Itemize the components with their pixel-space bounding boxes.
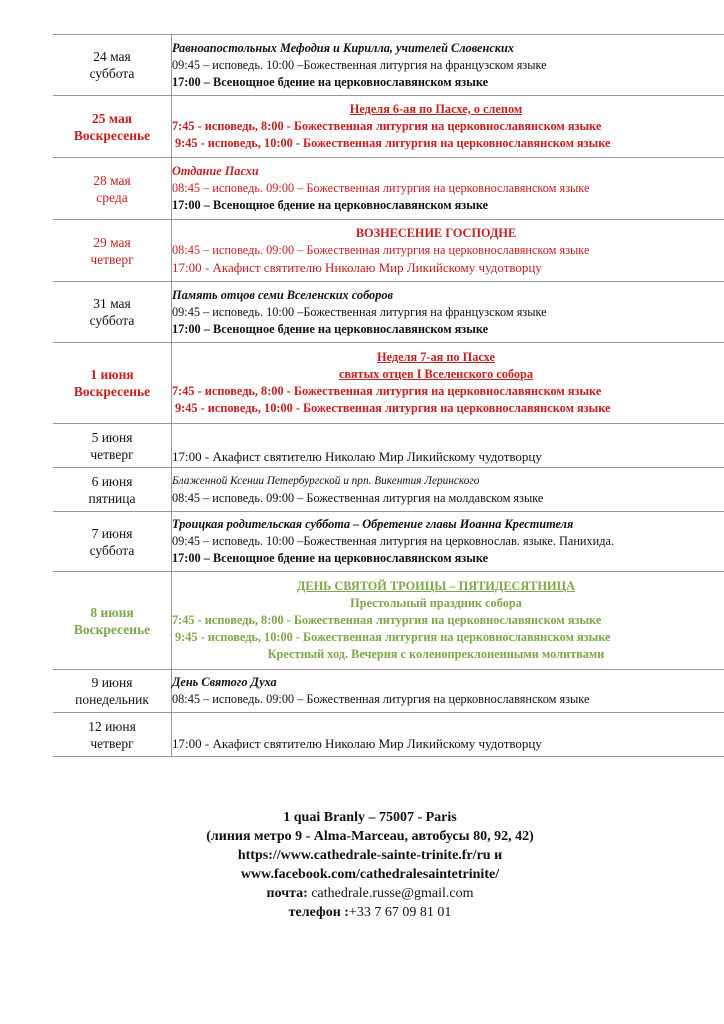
table-row <box>53 512 724 572</box>
date-cell <box>53 572 172 670</box>
date: 24 мая <box>93 49 131 64</box>
table-row <box>53 220 724 282</box>
service-line: 17:00 – Всенощное бдение на церковнославянском языке <box>172 551 489 565</box>
weekday: Воскресенье <box>73 384 151 399</box>
feast-title: ДЕНЬ СВЯТОЙ ТРОИЦЫ – ПЯТИДЕСЯТНИЦА <box>296 579 576 593</box>
service-line: 9:45 - исповедь, 10:00 - Божественная литургия на церковнославянском языке <box>175 401 611 415</box>
events-cell <box>172 713 724 757</box>
date: 7 июня <box>91 525 133 541</box>
service-line: 08:45 – исповедь. 09:00 – Божественная литургия на церковнославянском языке <box>172 181 590 195</box>
feast-subtitle: святых отцев I Вселенского собора <box>338 367 534 381</box>
service-line: 08:45 – исповедь. 09:00 – Божественная литургия на церковнославянском языке <box>172 243 590 257</box>
date-cell <box>53 35 172 96</box>
date: 12 июня <box>88 718 136 734</box>
weekday: четверг <box>90 251 134 267</box>
service-line: 9:45 - исповедь, 10:00 - Божественная литургия на церковнославянском языке <box>175 136 611 150</box>
phone-label: телефон : <box>288 905 349 920</box>
table-row <box>53 424 724 468</box>
service-line: 09:45 – исповедь. 10:00 –Божественная литургия на церковнослав. языке. Панихида. <box>172 534 615 548</box>
service-line: 17:00 – Всенощное бдение на церковнославянском языке <box>172 74 489 89</box>
table-row <box>53 158 724 220</box>
date: 28 мая <box>93 172 131 188</box>
events-cell <box>172 96 724 158</box>
weekday: суббота <box>89 542 135 558</box>
weekday: четверг <box>90 735 134 751</box>
feast-title: Троицкая родительская суббота – Обретение главы Иоанна Крестителя <box>172 517 574 531</box>
events-cell <box>172 35 724 96</box>
table-row <box>53 468 724 512</box>
events-cell <box>172 282 724 343</box>
date: 9 июня <box>91 675 133 690</box>
weekday: Воскресенье <box>73 621 151 637</box>
phone-number: +33 7 67 09 81 01 <box>348 905 452 920</box>
date-cell <box>53 282 172 343</box>
service-line: 09:45 – исповедь. 10:00 –Божественная литургия на французском языке <box>172 304 547 319</box>
feast-title: Равноапостольных Мефодия и Кирилла, учителей Словенских <box>172 40 515 55</box>
date-cell <box>53 220 172 282</box>
schedule-table <box>53 34 724 757</box>
email-label: почта: <box>266 886 308 901</box>
feast-title: Блаженной Ксении Петербургской и прп. Викентия Леринского <box>172 474 480 487</box>
website-link[interactable]: https://www.cathedrale-sainte-trinite.fr/ru и <box>237 848 503 863</box>
email-link[interactable]: cathedrale.russe@gmail.com <box>307 886 474 901</box>
service-line: 17:00 – Всенощное бдение на церковнославянском языке <box>172 321 489 336</box>
service-line: 17:00 - Акафист святителю Николаю Мир Ликийскому чудотворцу <box>172 449 542 464</box>
service-line: 7:45 - исповедь, 8:00 - Божественная литургия на церковнославянском языке <box>172 613 602 627</box>
date: 6 июня <box>91 473 133 489</box>
events-cell <box>172 512 724 572</box>
phone-line <box>160 903 580 922</box>
email-line <box>160 884 580 903</box>
date-cell <box>53 343 172 424</box>
events-cell <box>172 343 724 424</box>
facebook-link[interactable]: www.facebook.com/cathedralesaintetrinite/ <box>240 867 500 882</box>
service-line: 9:45 - исповедь, 10:00 - Божественная литургия на церковнославянском языке <box>175 630 611 644</box>
service-line: 08:45 – исповедь. 09:00 – Божественная литургия на молдавском языке <box>172 490 544 505</box>
events-cell <box>172 572 724 670</box>
service-line: 7:45 - исповедь, 8:00 - Божественная литургия на церковнославянском языке <box>172 119 602 133</box>
weekday: суббота <box>89 66 135 81</box>
contact-footer <box>160 808 580 922</box>
table-row <box>53 282 724 343</box>
weekday: Воскресенье <box>73 127 151 143</box>
date-cell <box>53 670 172 713</box>
service-line: Крестный ход. Вечерня с коленопреклоненными молитвами <box>267 647 605 661</box>
table-row <box>53 572 724 670</box>
feast-title: День Святого Духа <box>172 675 277 689</box>
service-line: 09:45 – исповедь. 10:00 –Божественная литургия на французском языке <box>172 57 547 72</box>
date-cell <box>53 713 172 757</box>
feast-title: Отдание Пасхи <box>172 164 259 178</box>
feast-subtitle: Престольный праздник собора <box>350 596 522 610</box>
table-row <box>53 343 724 424</box>
weekday: среда <box>96 189 128 205</box>
date-cell <box>53 424 172 468</box>
feast-title: Неделя 6-ая по Пасхе, о слепом <box>349 102 523 116</box>
service-line: 08:45 – исповедь. 09:00 – Божественная литургия на церковнославянском языке <box>172 692 590 706</box>
service-line: 7:45 - исповедь, 8:00 - Божественная литургия на церковнославянском языке <box>172 384 602 398</box>
table-row <box>53 670 724 713</box>
date-cell <box>53 468 172 512</box>
date-cell <box>53 158 172 220</box>
date: 25 мая <box>91 110 133 126</box>
table-row <box>53 96 724 158</box>
weekday: четверг <box>90 446 134 462</box>
service-line: 17:00 - Акафист святителю Николаю Мир Ликийскому чудотворцу <box>172 260 542 275</box>
service-line: 17:00 – Всенощное бдение на церковнославянском языке <box>172 198 489 212</box>
events-cell <box>172 158 724 220</box>
transport-info: (линия метро 9 - Alma-Marceau, автобусы 80, 92, 42) <box>206 829 534 844</box>
events-cell <box>172 670 724 713</box>
events-cell <box>172 468 724 512</box>
table-row <box>53 35 724 96</box>
address: 1 quai Branly – 75007 - Paris <box>283 810 457 825</box>
feast-title: Неделя 7-ая по Пасхе <box>377 350 495 364</box>
date: 8 июня <box>90 604 134 620</box>
date: 5 июня <box>91 429 133 445</box>
date-cell <box>53 96 172 158</box>
date: 29 мая <box>93 234 131 250</box>
events-cell <box>172 424 724 468</box>
weekday: пятница <box>88 490 136 506</box>
date: 31 мая <box>93 296 131 311</box>
weekday: суббота <box>89 313 135 328</box>
table-row <box>53 713 724 757</box>
date: 1 июня <box>90 367 134 382</box>
feast-title: ВОЗНЕСЕНИЕ ГОСПОДНЕ <box>355 226 517 240</box>
events-cell <box>172 220 724 282</box>
feast-title: Память отцов семи Вселенских соборов <box>172 287 393 302</box>
date-cell <box>53 512 172 572</box>
weekday: понедельник <box>75 692 149 707</box>
service-line: 17:00 - Акафист святителю Николаю Мир Ликийскому чудотворцу <box>172 736 542 751</box>
